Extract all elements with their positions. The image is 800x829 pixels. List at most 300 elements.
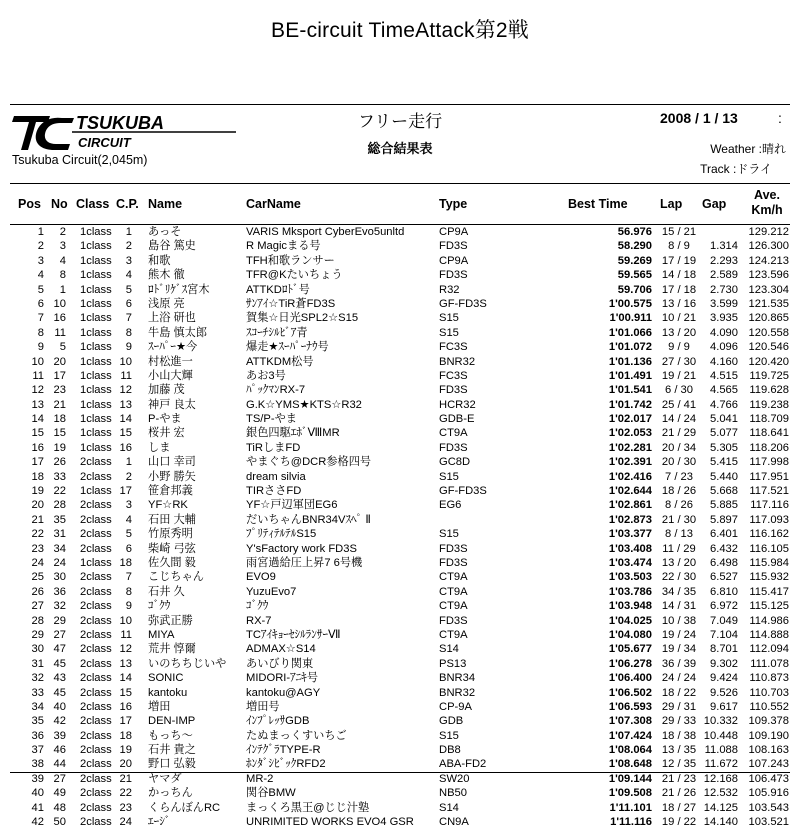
- cell-gap: 4.766: [710, 398, 738, 411]
- cell-type: PS13: [439, 657, 467, 670]
- cell-car: やまぐち@DCR参格四号: [246, 456, 372, 469]
- cell-cls: 2class: [80, 686, 112, 699]
- cell-lap: 10 / 21: [661, 312, 697, 325]
- cell-type: S15: [439, 470, 459, 483]
- cell-cls: 2class: [80, 499, 112, 512]
- cell-gap: 4.515: [710, 369, 738, 382]
- cell-best: 1'11.116: [610, 816, 652, 829]
- cell-lap: 13 / 20: [661, 326, 697, 339]
- cell-ave: 115.125: [749, 600, 789, 613]
- cell-gap: 6.810: [710, 585, 738, 598]
- header-carname: CarName: [246, 197, 301, 211]
- cell-cls: 1class: [80, 240, 112, 253]
- cell-lap: 20 / 30: [661, 456, 697, 469]
- cell-gap: 7.049: [710, 614, 738, 627]
- cell-cls: 2class: [80, 571, 112, 584]
- cell-type: S14: [439, 801, 459, 814]
- cell-gap: 5.041: [710, 413, 738, 426]
- cell-best: 1'02.861: [608, 499, 652, 512]
- cell-cls: 2class: [80, 513, 112, 526]
- cell-cp: 4: [125, 269, 132, 282]
- cell-type: CN9A: [439, 816, 469, 829]
- cell-car: 爆走★ｽｰﾊﾟｰﾅｳ号: [246, 341, 329, 354]
- cell-car: TIRささFD: [246, 485, 302, 498]
- cell-car: あいびり関東: [246, 657, 314, 670]
- cell-no: 19: [53, 441, 66, 454]
- cell-type: BNR32: [439, 686, 476, 699]
- cell-name: あっそ: [148, 226, 182, 238]
- cell-name: 上浴 研也: [148, 312, 196, 325]
- logo-text: TSUKUBA: [76, 113, 164, 133]
- cell-gap: 4.096: [710, 341, 738, 354]
- cell-cp: 19: [119, 744, 132, 757]
- cell-lap: 25 / 41: [661, 398, 697, 411]
- cell-car: RX-7: [246, 614, 272, 627]
- cell-no: 44: [53, 758, 66, 771]
- cell-best: 1'03.948: [608, 600, 652, 613]
- cell-no: 33: [53, 470, 66, 483]
- cell-pos: 21: [31, 513, 44, 526]
- cell-pos: 30: [31, 643, 44, 656]
- cell-ave: 114.888: [749, 628, 789, 641]
- table-row: [10, 628, 790, 642]
- cell-lap: 13 / 35: [661, 744, 697, 757]
- cell-type: GF-FD3S: [439, 297, 487, 310]
- cell-pos: 42: [31, 816, 44, 829]
- cell-pos: 38: [31, 758, 44, 771]
- cell-no: 36: [53, 585, 66, 598]
- session-title: フリー走行: [357, 112, 443, 131]
- cell-best: 1'02.281: [608, 441, 652, 454]
- table-row: [10, 383, 790, 397]
- cell-best: 1'04.025: [608, 614, 652, 627]
- cell-cp: 18: [119, 556, 132, 569]
- cell-type: SW20: [439, 772, 470, 785]
- cell-car: ｺﾞｸｳ: [246, 600, 269, 613]
- cell-car: だいちゃんBNR34Vｽﾍﾟ Ⅱ: [246, 513, 371, 526]
- cell-lap: 19 / 21: [661, 369, 697, 382]
- cell-cls: 2class: [80, 672, 112, 685]
- cell-pos: 9: [37, 341, 44, 354]
- cell-lap: 18 / 26: [661, 485, 697, 498]
- cell-ave: 109.190: [748, 729, 789, 742]
- cell-ave: 117.998: [749, 456, 789, 469]
- table-row: [10, 340, 790, 354]
- cell-ave: 107.243: [748, 758, 789, 771]
- cell-ave: 106.473: [748, 772, 789, 785]
- table-row: [10, 642, 790, 656]
- cell-name: 牛島 慎太郎: [148, 326, 208, 339]
- cell-cp: 17: [119, 715, 132, 728]
- cell-cp: 24: [119, 816, 132, 829]
- cell-type: GDB-E: [439, 413, 475, 426]
- cell-cp: 22: [119, 787, 132, 800]
- cell-lap: 7 / 23: [665, 470, 693, 483]
- cell-type: FD3S: [439, 441, 468, 454]
- cell-name: ヤマダ: [148, 772, 182, 785]
- cell-no: 21: [53, 398, 66, 411]
- cell-no: 16: [53, 312, 66, 325]
- table-row: [10, 772, 790, 786]
- cell-name: MIYA: [148, 628, 175, 641]
- cell-name: 野口 弘毅: [148, 758, 196, 771]
- table-row: [10, 239, 790, 253]
- cell-best: 1'00.575: [608, 297, 652, 310]
- cell-ave: 123.304: [748, 283, 789, 296]
- cell-best: 1'09.508: [608, 787, 652, 800]
- cell-lap: 11 / 29: [662, 542, 696, 555]
- cell-type: CT9A: [439, 600, 468, 613]
- header-type: Type: [439, 197, 468, 211]
- cell-cp: 23: [119, 801, 132, 814]
- cell-pos: 39: [31, 772, 44, 785]
- cell-car: たぬまっくすいちご: [246, 729, 347, 742]
- cell-no: 8: [59, 269, 66, 282]
- cell-best: 1'02.416: [608, 470, 652, 483]
- table-row: [10, 311, 790, 325]
- cell-type: FD3S: [439, 542, 468, 555]
- cell-car: ﾊﾟｯｸﾏﾝRX-7: [246, 384, 306, 397]
- cell-best: 1'01.072: [608, 341, 652, 354]
- cell-name: 佐久間 毅: [148, 556, 196, 569]
- cell-cls: 1class: [80, 269, 112, 282]
- cell-car: ATTKDM松号: [246, 355, 314, 368]
- cell-pos: 40: [31, 787, 44, 800]
- cell-lap: 14 / 31: [661, 600, 697, 613]
- cell-cls: 2class: [80, 715, 112, 728]
- cell-best: 1'05.677: [608, 643, 652, 656]
- page-title: BE-circuit TimeAttack第2戦: [270, 19, 530, 42]
- cell-lap: 22 / 30: [661, 571, 697, 584]
- cell-cp: 17: [119, 485, 132, 498]
- cell-lap: 19 / 34: [661, 643, 697, 656]
- cell-best: 59.269: [617, 254, 652, 267]
- cell-car: ｲﾝﾃｸﾞﾗTYPE-R: [246, 744, 321, 757]
- cell-lap: 29 / 31: [661, 700, 697, 713]
- table-row: [10, 412, 790, 426]
- cell-cls: 1class: [80, 441, 112, 454]
- header-cp: C.P.: [116, 197, 139, 211]
- cell-no: 45: [53, 657, 66, 670]
- cell-ave: 117.951: [749, 470, 789, 483]
- table-row: [10, 743, 790, 757]
- cell-cp: 7: [125, 571, 132, 584]
- cell-gap: 2.589: [710, 269, 738, 282]
- cell-pos: 14: [31, 413, 44, 426]
- table-row: [10, 786, 790, 800]
- cell-best: 1'06.593: [608, 700, 652, 713]
- cell-ave: 110.552: [749, 700, 789, 713]
- cell-lap: 17 / 19: [661, 254, 697, 267]
- cell-cp: 16: [119, 700, 132, 713]
- cell-no: 2: [59, 226, 66, 238]
- cell-car: あお3号: [246, 369, 286, 382]
- cell-pos: 25: [31, 571, 44, 584]
- cell-name: 加藤 茂: [148, 384, 185, 397]
- cell-type: FD3S: [439, 240, 468, 253]
- cell-no: 35: [53, 513, 66, 526]
- cell-pos: 3: [37, 254, 44, 267]
- table-row: [10, 657, 790, 671]
- cell-car: 賀集☆日光SPL2☆S15: [246, 312, 359, 325]
- header-gap: Gap: [702, 197, 727, 211]
- cell-type: CT9A: [439, 585, 468, 598]
- cell-no: 18: [53, 413, 66, 426]
- cell-name: 浅原 亮: [148, 297, 185, 310]
- cell-type: FD3S: [439, 556, 468, 569]
- cell-pos: 11: [32, 369, 44, 382]
- cell-lap: 15 / 21: [661, 226, 697, 238]
- table-row: [10, 455, 790, 469]
- cell-best: 1'03.377: [608, 528, 652, 541]
- cell-car: 関谷BMW: [246, 787, 296, 800]
- header-ave-line1: Ave.: [754, 188, 780, 202]
- cell-pos: 22: [31, 528, 44, 541]
- cell-pos: 1: [37, 226, 44, 238]
- cell-type: R32: [439, 283, 460, 296]
- cell-lap: 24 / 24: [661, 672, 697, 685]
- cell-no: 46: [53, 744, 66, 757]
- cell-best: 1'01.136: [608, 355, 652, 368]
- cell-ave: 118.206: [749, 441, 789, 454]
- cell-gap: 7.104: [710, 628, 738, 641]
- cell-type: S14: [439, 643, 459, 656]
- cell-cls: 2class: [80, 628, 112, 641]
- cell-name: 小野 勝矢: [148, 470, 196, 483]
- cell-cp: 11: [120, 369, 132, 382]
- header-lap: Lap: [660, 197, 683, 211]
- cell-no: 11: [54, 326, 66, 339]
- cell-gap: 2.293: [710, 254, 738, 267]
- cell-car: ﾌﾟﾘﾃｨﾃﾙﾃﾙS15: [246, 528, 317, 541]
- cell-pos: 19: [31, 485, 44, 498]
- cell-lap: 8 / 13: [665, 528, 693, 541]
- cell-best: 1'03.408: [608, 542, 652, 555]
- cell-pos: 20: [31, 499, 44, 512]
- cell-type: GF-FD3S: [439, 485, 487, 498]
- header-divider: [10, 104, 790, 105]
- cell-ave: 129.212: [748, 226, 789, 238]
- cell-pos: 10: [31, 355, 44, 368]
- cell-pos: 31: [31, 657, 44, 670]
- cell-lap: 18 / 22: [661, 686, 697, 699]
- cell-ave: 116.105: [749, 542, 789, 555]
- cell-cls: 1class: [80, 413, 112, 426]
- header-best-time: Best Time: [568, 197, 628, 211]
- cell-no: 31: [53, 528, 66, 541]
- cell-name: 竹原秀明: [148, 528, 193, 541]
- cell-no: 26: [53, 456, 66, 469]
- cell-type: FD3S: [439, 614, 468, 627]
- cell-cp: 14: [119, 413, 132, 426]
- cell-ave: 109.378: [748, 715, 789, 728]
- cell-cls: 1class: [80, 312, 112, 325]
- cell-no: 30: [53, 571, 66, 584]
- cell-cls: 2class: [80, 700, 112, 713]
- cell-lap: 14 / 24: [661, 413, 697, 426]
- cell-ave: 117.093: [749, 513, 789, 526]
- cell-lap: 9 / 9: [668, 341, 690, 354]
- table-row: [10, 513, 790, 527]
- cell-gap: 6.498: [710, 556, 738, 569]
- cell-gap: 9.617: [710, 700, 738, 713]
- cell-type: GC8D: [439, 456, 471, 469]
- header-name: Name: [148, 197, 183, 211]
- cell-cp: 15: [119, 427, 132, 440]
- track-info: Track :ドライ: [700, 162, 772, 176]
- cell-cp: 12: [119, 384, 132, 397]
- table-row: [10, 671, 790, 685]
- cell-name: こじちゃん: [148, 571, 204, 584]
- cell-gap: 5.415: [710, 456, 738, 469]
- cell-cls: 1class: [80, 355, 112, 368]
- cell-pos: 24: [31, 556, 44, 569]
- cell-car: まっくろ黒王@じじ汁塾: [246, 801, 370, 814]
- cell-no: 47: [53, 643, 66, 656]
- cell-ave: 120.420: [748, 355, 789, 368]
- cell-name: P-やま: [148, 413, 182, 426]
- cell-ave: 103.521: [748, 816, 789, 829]
- cell-cls: 1class: [80, 384, 112, 397]
- cell-cls: 2class: [80, 787, 112, 800]
- cell-pos: 33: [31, 686, 44, 699]
- cell-ave: 124.213: [748, 254, 789, 267]
- table-row: [10, 225, 790, 239]
- cell-gap: 3.935: [710, 312, 738, 325]
- cell-lap: 8 / 26: [665, 499, 693, 512]
- cell-type: CT9A: [439, 427, 468, 440]
- cell-cp: 16: [119, 441, 132, 454]
- cell-name: ｴｰｼﾞ: [148, 816, 171, 829]
- cell-type: CP9A: [439, 254, 469, 267]
- cell-name: 石井 久: [148, 585, 185, 598]
- table-row: [10, 398, 790, 412]
- cell-name: 桜井 宏: [148, 427, 185, 440]
- cell-lap: 13 / 20: [661, 556, 697, 569]
- cell-pos: 6: [37, 297, 44, 310]
- cell-best: 1'11.101: [609, 801, 652, 814]
- cell-lap: 10 / 38: [661, 614, 697, 627]
- cell-best: 1'02.391: [608, 456, 652, 469]
- cell-car: TFR@Kたいちょう: [246, 269, 343, 282]
- cell-best: 1'06.502: [608, 686, 652, 699]
- logo-subtext: CIRCUIT: [78, 135, 131, 150]
- cell-best: 56.976: [617, 226, 652, 238]
- cell-type: CT9A: [439, 628, 468, 641]
- cell-pos: 16: [31, 441, 44, 454]
- cell-no: 42: [53, 715, 66, 728]
- table-row: [10, 729, 790, 743]
- cell-type: CT9A: [439, 571, 468, 584]
- cell-car: 雨宮過給圧上昇7 6号機: [246, 556, 363, 569]
- cell-pos: 12: [31, 384, 44, 397]
- cell-pos: 35: [31, 715, 44, 728]
- cell-pos: 29: [31, 628, 44, 641]
- table-row: [10, 498, 790, 512]
- cell-lap: 34 / 35: [661, 585, 697, 598]
- cell-car: G.K☆YMS★KTS☆R32: [246, 398, 362, 411]
- cell-ave: 123.596: [748, 269, 789, 282]
- cell-ave: 111.078: [750, 657, 789, 670]
- cell-lap: 17 / 18: [661, 283, 697, 296]
- cell-pos: 13: [31, 398, 44, 411]
- cell-car: TiRしまFD: [246, 441, 301, 454]
- cell-cp: 11: [120, 628, 132, 641]
- cell-cp: 10: [119, 614, 132, 627]
- cell-pos: 28: [31, 614, 44, 627]
- cell-type: S15: [439, 729, 459, 742]
- cell-cls: 2class: [80, 816, 112, 829]
- cell-type: CP9A: [439, 226, 469, 238]
- cell-name: しま: [148, 441, 171, 454]
- table-row: [10, 254, 790, 268]
- cell-name: kantoku: [148, 686, 188, 699]
- cell-no: 4: [59, 254, 66, 267]
- table-row: [10, 686, 790, 700]
- cell-lap: 18 / 27: [661, 801, 697, 814]
- cell-cls: 1class: [80, 485, 112, 498]
- cell-name: ｺﾞｸｳ: [148, 600, 171, 613]
- cell-ave: 117.521: [749, 485, 789, 498]
- table-row: [10, 441, 790, 455]
- cell-cp: 8: [125, 326, 132, 339]
- cell-car: 増田号: [246, 700, 280, 713]
- table-row: [10, 326, 790, 340]
- cell-no: 34: [53, 542, 66, 555]
- cell-pos: 17: [31, 456, 44, 469]
- cell-gap: 4.160: [710, 355, 738, 368]
- cell-gap: 12.168: [703, 772, 738, 785]
- cell-gap: 9.302: [710, 657, 738, 670]
- cell-best: 1'02.873: [608, 513, 652, 526]
- cell-type: FD3S: [439, 384, 468, 397]
- cell-ave: 118.641: [749, 427, 789, 440]
- cell-name: 神戸 良太: [148, 398, 196, 411]
- cell-ave: 119.725: [749, 369, 789, 382]
- table-row: [10, 556, 790, 570]
- cell-no: 23: [53, 384, 66, 397]
- table-row: [10, 470, 790, 484]
- circuit-name: Tsukuba Circuit(2,045m): [12, 153, 148, 167]
- cell-gap: 14.140: [703, 816, 738, 829]
- cell-pos: 26: [31, 585, 44, 598]
- cell-cp: 18: [119, 729, 132, 742]
- cell-cls: 2class: [80, 729, 112, 742]
- cell-name: ﾛﾄﾞﾘｹﾞｽ宮木: [148, 283, 210, 296]
- cell-best: 1'08.064: [608, 744, 652, 757]
- cell-cls: 2class: [80, 542, 112, 555]
- cell-no: 29: [53, 614, 66, 627]
- cell-name: 村松進一: [148, 355, 193, 368]
- cell-pos: 41: [31, 801, 44, 814]
- table-row: [10, 700, 790, 714]
- cell-cls: 2class: [80, 585, 112, 598]
- cell-gap: 5.668: [710, 485, 738, 498]
- cell-cp: 12: [119, 643, 132, 656]
- cell-gap: 5.897: [710, 513, 738, 526]
- cell-gap: 5.305: [710, 441, 738, 454]
- cell-cls: 2class: [80, 528, 112, 541]
- cell-car: Y'sFactory work FD3S: [246, 542, 357, 555]
- cell-no: 1: [59, 283, 66, 296]
- cell-cp: 8: [125, 585, 132, 598]
- cell-best: 59.706: [617, 283, 652, 296]
- cell-gap: 10.448: [703, 729, 738, 742]
- cell-cls: 2class: [80, 643, 112, 656]
- cell-car: ATTKDﾛﾄﾞ号: [246, 283, 310, 296]
- cell-pos: 5: [37, 283, 44, 296]
- cell-car: dream silvia: [246, 470, 306, 483]
